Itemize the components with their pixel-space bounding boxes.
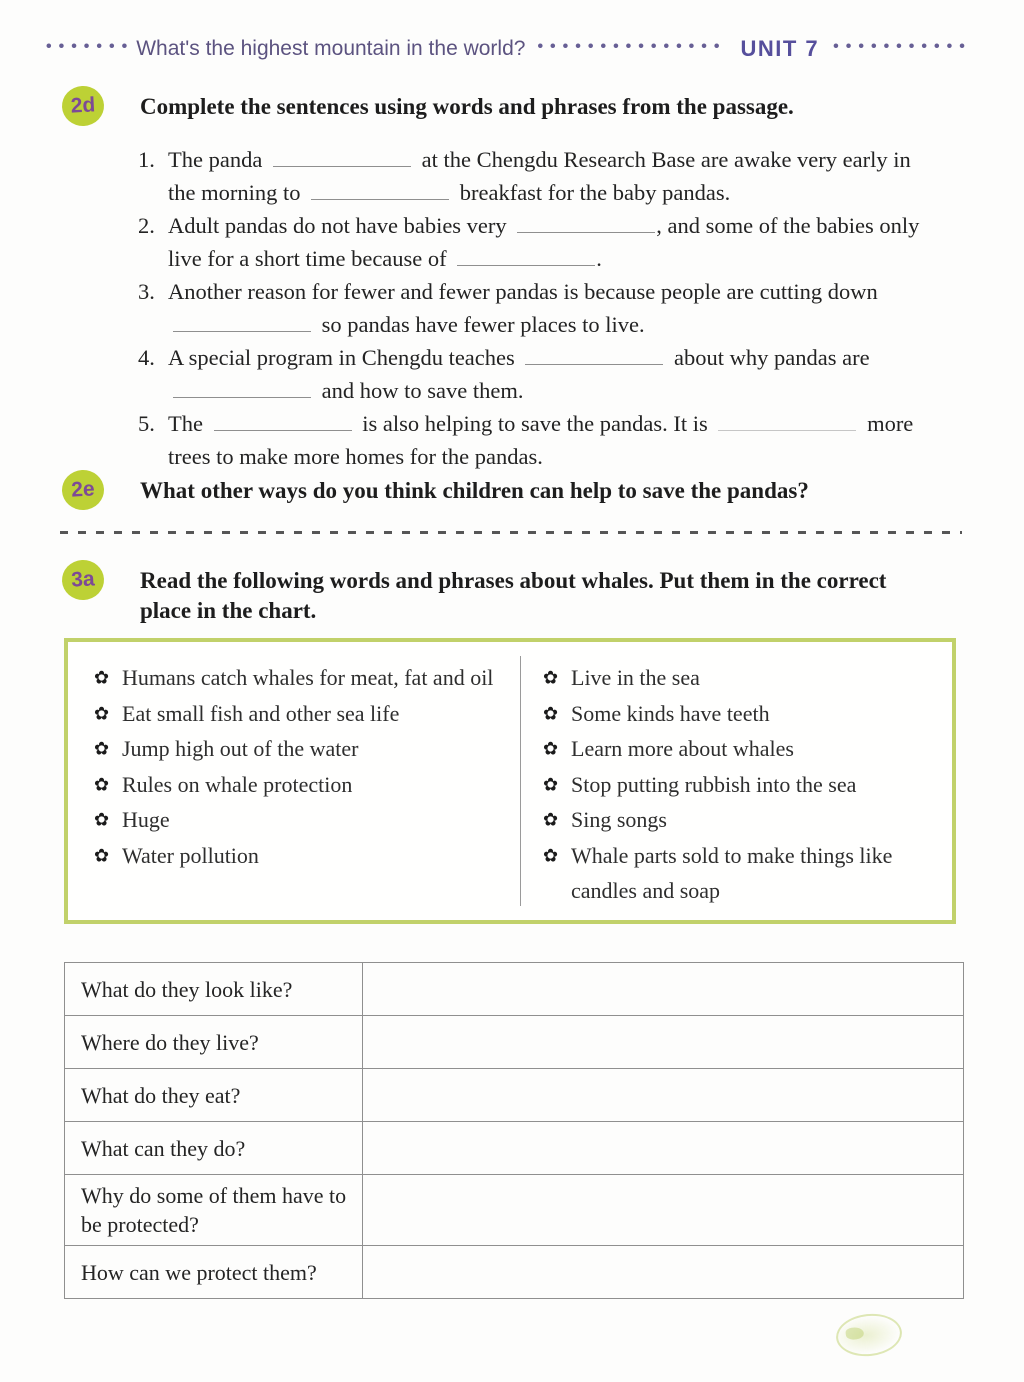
question-cell: Where do they live? <box>65 1016 363 1069</box>
answer-cell[interactable] <box>363 963 964 1016</box>
answer-blank[interactable] <box>311 185 449 200</box>
word-box <box>64 638 956 924</box>
answer-cell[interactable] <box>363 1016 964 1069</box>
answer-blank[interactable] <box>457 251 595 266</box>
section-2d-badge: 2d <box>61 85 105 127</box>
flower-bullet-icon: ✿ <box>94 809 110 830</box>
flower-bullet-icon: ✿ <box>94 703 110 723</box>
flower-bullet-icon: ✿ <box>94 738 110 759</box>
word-item: ✿ Eat small fish and other sea life <box>94 696 520 732</box>
answer-blank[interactable] <box>517 218 655 233</box>
word-item: ✿ Some kinds have teeth <box>543 696 952 732</box>
flower-bullet-icon: ✿ <box>543 738 559 759</box>
whale-chart-table <box>64 962 964 1299</box>
word-item: ✿ Jump high out of the water <box>94 731 520 767</box>
answer-blank[interactable] <box>214 416 352 431</box>
flower-bullet-icon: ✿ <box>543 809 559 830</box>
answer-cell[interactable] <box>363 1122 964 1175</box>
section-2e <box>62 470 974 510</box>
word-item: ✿ Water pollution <box>94 838 520 874</box>
header-dots-right-icon: ••••••••••• <box>833 38 972 55</box>
table-row <box>65 1175 964 1246</box>
answer-cell[interactable] <box>363 1069 964 1122</box>
question-cell: What do they look like? <box>65 963 363 1016</box>
flower-bullet-icon: ✿ <box>94 845 110 865</box>
answer-blank[interactable] <box>173 383 311 398</box>
header-dots-mid-icon: ••••••••••••••• <box>537 38 727 55</box>
dashed-divider <box>60 531 962 534</box>
answer-blank[interactable] <box>173 317 311 332</box>
question-cell: What do they eat? <box>65 1069 363 1122</box>
sentence-item-2 <box>138 209 974 275</box>
flower-bullet-icon: ✿ <box>543 845 559 865</box>
sentence-number: 4. <box>138 345 155 370</box>
word-item: ✿ Sing songs <box>543 802 952 838</box>
sentence-text: Another reason for fewer and fewer pandas is because people are cutting down so pandas have fewer places to live. <box>168 279 878 337</box>
section-3a <box>62 560 974 626</box>
section-3a-instruction: Read the following words and phrases about whales. Put them in the correct place in the chart. <box>140 568 887 623</box>
answer-blank[interactable] <box>718 416 856 431</box>
section-2d <box>62 86 974 473</box>
flower-bullet-icon: ✿ <box>543 703 559 723</box>
answer-blank[interactable] <box>273 152 411 167</box>
word-item: ✿ Whale parts sold to make things like candles and soap <box>543 838 952 909</box>
section-2e-question: What other ways do you think children can help to save the pandas? <box>140 478 809 503</box>
word-box-right-column <box>520 656 952 906</box>
page-title: What's the highest mountain in the world? <box>136 37 526 60</box>
table-row <box>65 1016 964 1069</box>
question-cell: What can they do? <box>65 1122 363 1175</box>
flower-bullet-icon: ✿ <box>543 774 559 794</box>
word-item: ✿ Stop putting rubbish into the sea <box>543 767 952 803</box>
answer-blank[interactable] <box>525 350 663 365</box>
sentence-text: A special program in Chengdu teaches about why pandas are and how to save them. <box>168 345 870 403</box>
flower-bullet-icon: ✿ <box>543 667 559 688</box>
flower-bullet-icon: ✿ <box>94 667 110 688</box>
sentence-text: The is also helping to save the pandas. It is more trees to make more homes for the pandas. <box>168 411 914 469</box>
question-cell: How can we protect them? <box>65 1246 363 1299</box>
sentence-text: Adult pandas do not have babies very , and some of the babies only live for a short time because of . <box>168 213 920 271</box>
section-3a-badge: 3a <box>61 559 105 601</box>
sentence-text: The panda at the Chengdu Research Base are awake very early in the morning to breakfast for the baby pandas. <box>168 147 911 205</box>
word-item: ✿ Rules on whale protection <box>94 767 520 803</box>
page-header <box>46 36 1024 62</box>
question-cell: Why do some of them have to be protected? <box>65 1175 363 1246</box>
table-row <box>65 963 964 1016</box>
page-number-stamp <box>834 1311 904 1360</box>
flower-bullet-icon: ✿ <box>94 774 110 794</box>
answer-cell[interactable] <box>363 1246 964 1299</box>
answer-cell[interactable] <box>363 1175 964 1246</box>
sentence-item-4 <box>138 341 974 407</box>
sentence-number: 3. <box>138 279 155 304</box>
header-dots-left-icon: ••••••• <box>46 38 135 55</box>
table-row <box>65 1069 964 1122</box>
sentence-item-3 <box>138 275 974 341</box>
sentence-item-1 <box>138 143 974 209</box>
sentence-number: 5. <box>138 411 155 436</box>
table-row <box>65 1246 964 1299</box>
word-item: ✿ Huge <box>94 802 520 838</box>
fill-in-sentence-list <box>138 143 974 473</box>
unit-label: UNIT 7 <box>740 36 820 61</box>
section-2d-instruction: Complete the sentences using words and phrases from the passage. <box>140 94 794 119</box>
section-2e-badge: 2e <box>61 469 105 511</box>
word-box-left-column <box>68 642 520 920</box>
sentence-number: 1. <box>138 147 155 172</box>
table-row <box>65 1122 964 1175</box>
sentence-item-5 <box>138 407 974 473</box>
word-item: ✿ Live in the sea <box>543 660 952 696</box>
word-item: ✿ Learn more about whales <box>543 731 952 767</box>
word-item: ✿ Humans catch whales for meat, fat and oil <box>94 660 520 696</box>
sentence-number: 2. <box>138 213 155 238</box>
